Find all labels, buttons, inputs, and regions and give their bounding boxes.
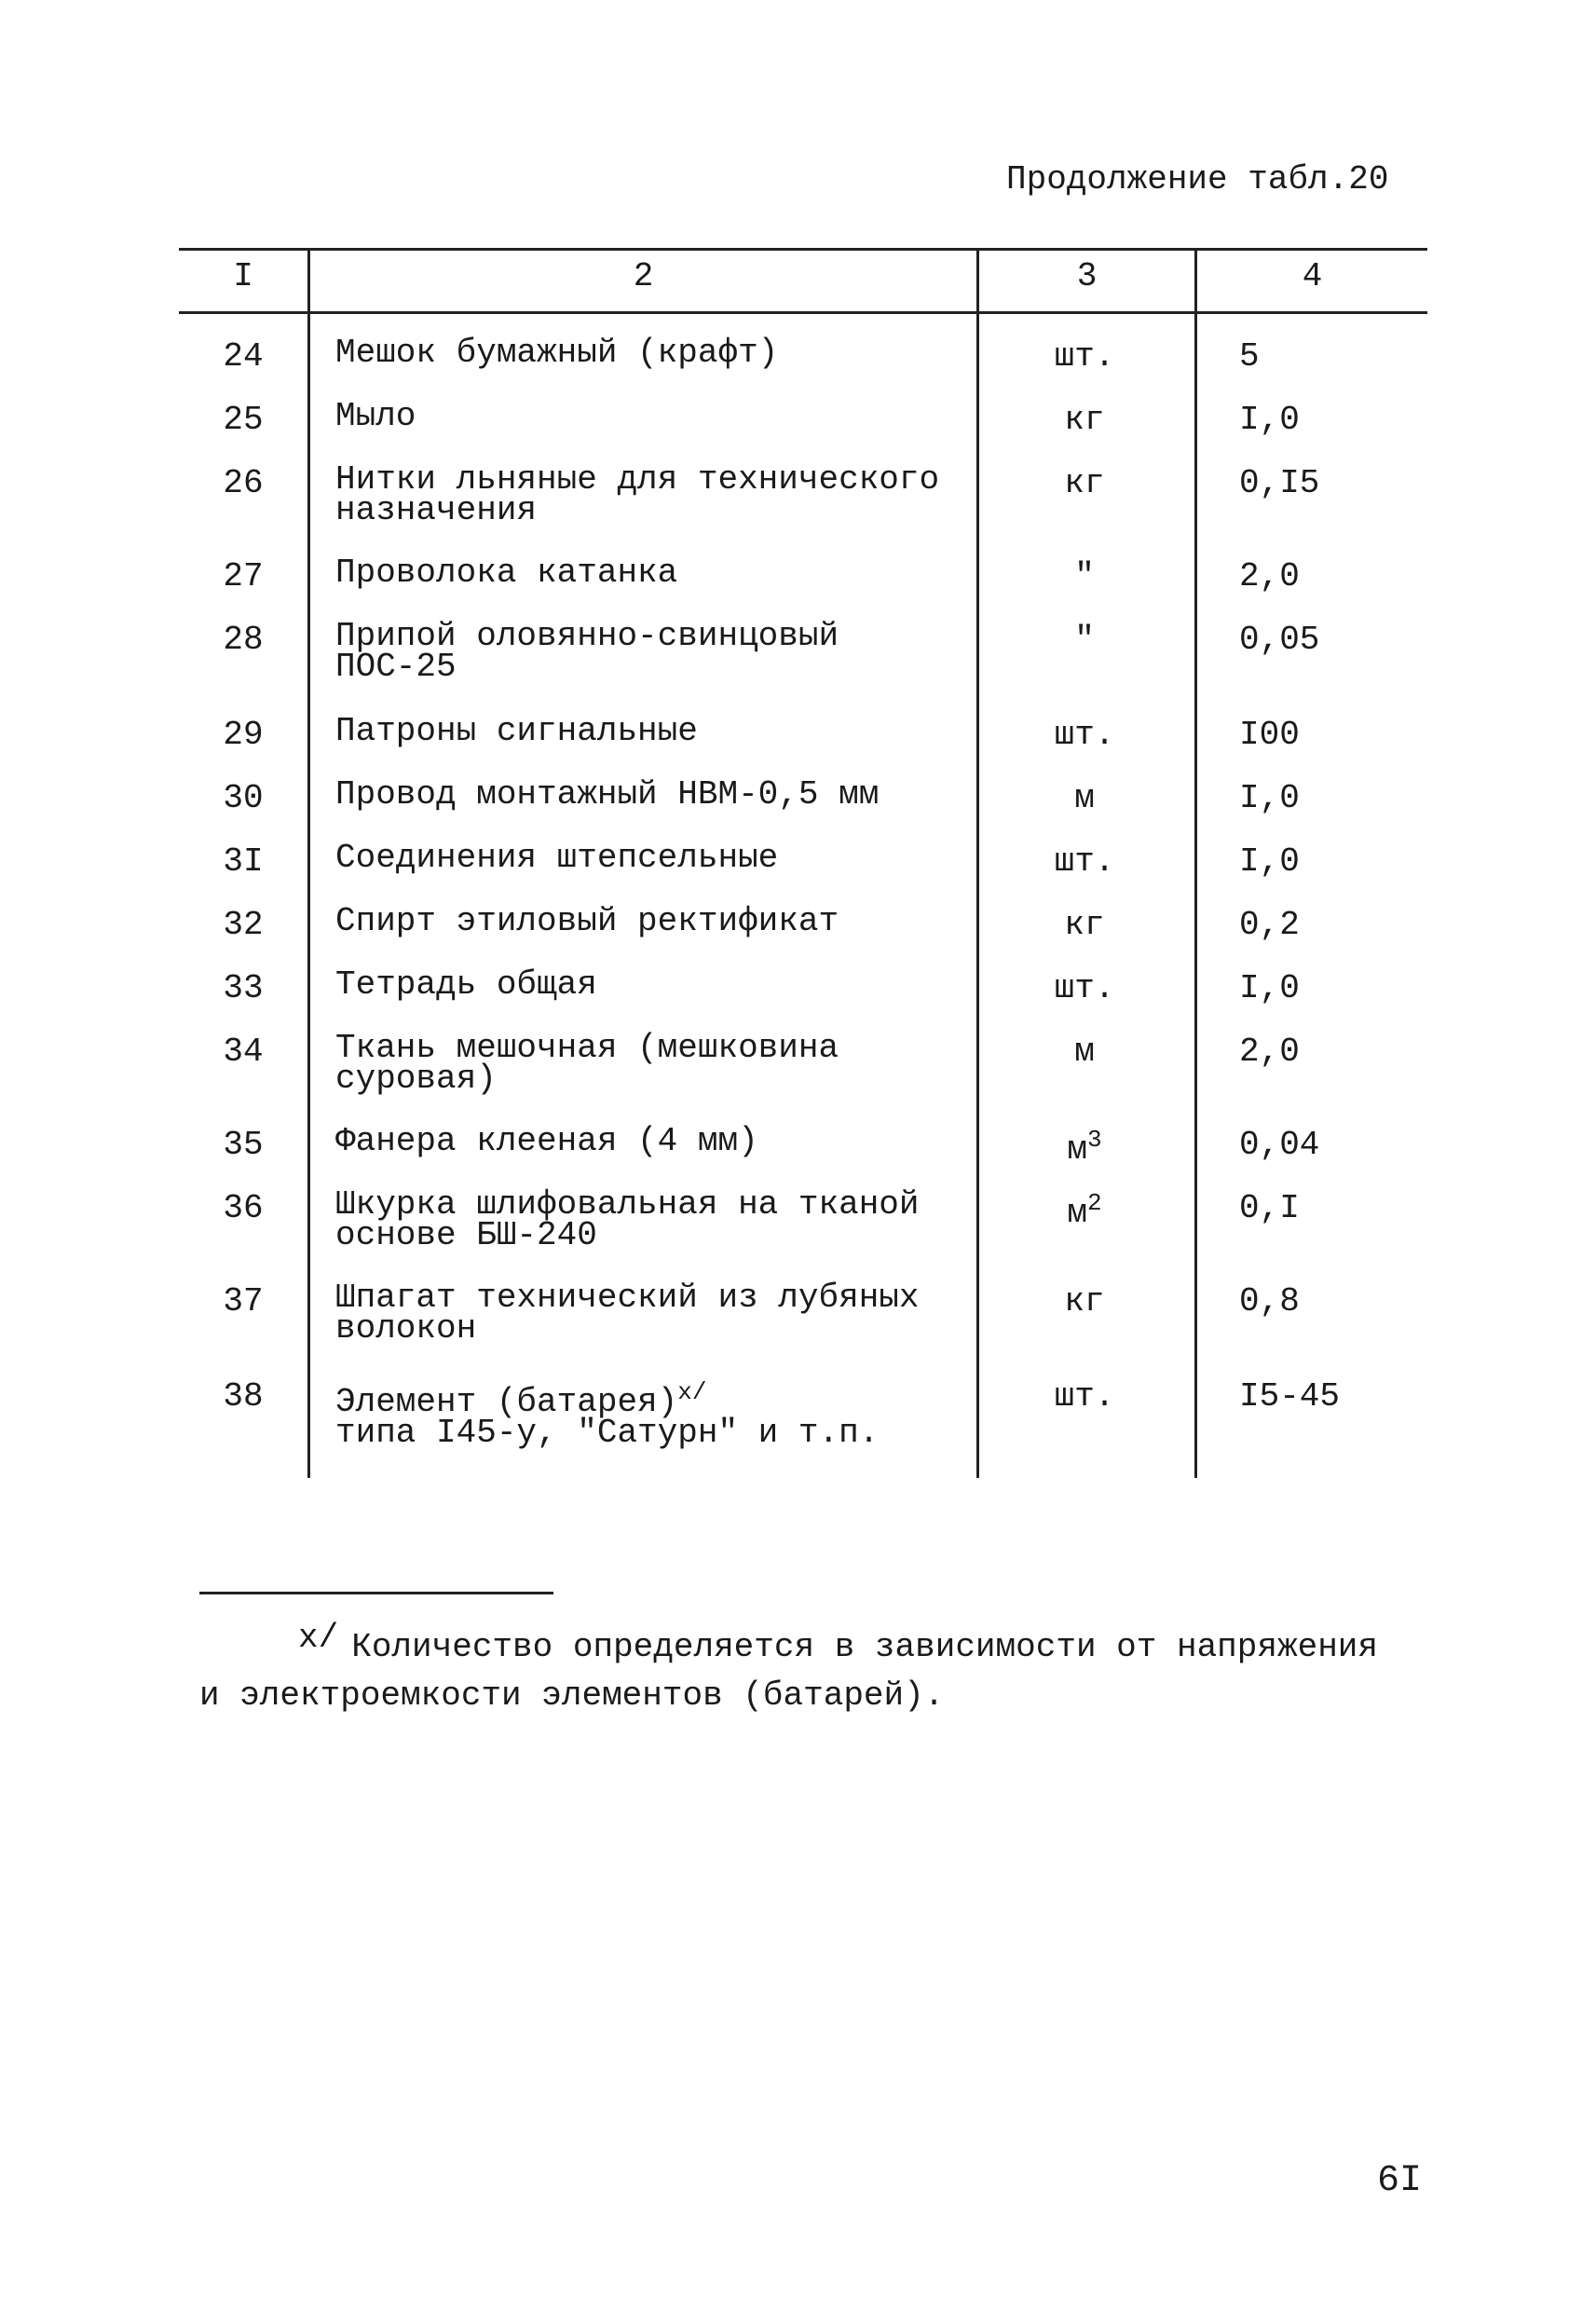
footnote [199, 1619, 1411, 1720]
unit [976, 1189, 1193, 1232]
header-col-3: 3 [1076, 257, 1098, 295]
unit-text: м [1067, 1130, 1087, 1169]
unit [976, 842, 1193, 881]
item-name-text: Соединения штепсельные [335, 839, 779, 877]
table-header-rule [179, 311, 1427, 314]
item-name-line-1 [335, 712, 969, 750]
quantity: 0,05 [1239, 621, 1320, 659]
item-name-line-2: суровая) [335, 1060, 497, 1098]
unit-text: " [1074, 557, 1095, 595]
item-name [335, 1377, 969, 1452]
unit-text: м [1067, 1194, 1087, 1232]
item-name [335, 1185, 969, 1254]
unit [976, 1126, 1193, 1169]
row-number: 25 [223, 401, 264, 439]
header-col-1: I [233, 257, 253, 295]
unit-text: шт. [1054, 969, 1115, 1007]
footnote-rule [199, 1592, 553, 1594]
item-name-text: Фанера клееная (4 мм) [335, 1122, 758, 1160]
unit-text: м [1074, 779, 1095, 817]
table-top-rule [179, 248, 1427, 251]
unit-text: шт. [1054, 716, 1115, 754]
item-name-text: Проволока катанка [335, 554, 678, 592]
quantity: I,0 [1239, 842, 1300, 881]
item-name-text: Шпагат технический из лубяных [335, 1279, 920, 1317]
item-name-text: Нитки льняные для технического [335, 460, 940, 499]
row-number: 27 [223, 557, 264, 595]
unit [976, 1033, 1193, 1071]
column-divider-3 [1194, 248, 1197, 1478]
header-col-2: 2 [633, 257, 654, 295]
item-name-line-2: типа I45-у, "Сатурн" и т.п. [335, 1414, 880, 1452]
unit [976, 716, 1193, 754]
header-col-4: 4 [1302, 257, 1323, 295]
item-name-line-1 [335, 1377, 969, 1421]
footnote-mark: x/ [298, 1619, 339, 1657]
quantity: 0,I5 [1239, 464, 1320, 502]
unit [976, 464, 1193, 502]
item-name-text: Мешок бумажный (крафт) [335, 334, 779, 372]
item-name-text: Провод монтажный НВМ-0,5 мм [335, 775, 880, 814]
unit-text: шт. [1054, 337, 1115, 376]
row-number: 28 [223, 621, 264, 659]
unit-text: кг [1064, 1282, 1105, 1320]
item-name-text: Патроны сигнальные [335, 712, 698, 750]
item-name-text: Мыло [335, 397, 416, 435]
unit [976, 969, 1193, 1007]
item-name-line-1 [335, 1122, 969, 1160]
row-number: 32 [223, 906, 264, 944]
footnote-text: Количество определяется в зависимости от напряжения и электроемкости элементов (батарей). [199, 1628, 1378, 1715]
quantity: 0,I [1239, 1189, 1300, 1227]
unit [976, 401, 1193, 439]
unit [976, 779, 1193, 817]
item-name-line-2: волокон [335, 1309, 477, 1348]
unit-exponent: 2 [1087, 1189, 1102, 1217]
row-number: 26 [223, 464, 264, 502]
row-number: 30 [223, 779, 264, 817]
quantity: 2,0 [1239, 557, 1300, 595]
item-name [335, 712, 969, 750]
item-name-line-1 [335, 397, 969, 435]
item-name-line-1 [335, 554, 969, 592]
item-name-text: Ткань мешочная (мешковина [335, 1029, 839, 1067]
unit-text: кг [1064, 906, 1105, 944]
unit-text: кг [1064, 464, 1105, 502]
quantity: I,0 [1239, 969, 1300, 1007]
item-name-line-1 [335, 839, 969, 877]
item-name [335, 1029, 969, 1098]
item-name-text: Припой оловянно-свинцовый [335, 617, 839, 655]
unit [976, 557, 1193, 595]
quantity: 0,04 [1239, 1126, 1320, 1164]
item-name [335, 554, 969, 592]
item-name [335, 775, 969, 814]
item-name [335, 839, 969, 877]
row-number: 35 [223, 1126, 264, 1164]
unit-text: " [1074, 621, 1095, 659]
unit [976, 337, 1193, 376]
page-number: 6I [1377, 2160, 1423, 2202]
item-name-line-1 [335, 902, 969, 940]
item-name [335, 1279, 969, 1348]
quantity: 0,8 [1239, 1282, 1300, 1320]
unit-text: кг [1064, 401, 1105, 439]
item-name [335, 334, 969, 372]
item-name-text: Шкурка шлифовальная на тканой [335, 1185, 920, 1224]
quantity: I,0 [1239, 779, 1300, 817]
item-name-text: Спирт этиловый ректификат [335, 902, 839, 940]
quantity: I5-45 [1239, 1377, 1341, 1416]
item-name [335, 965, 969, 1004]
unit-exponent: 3 [1087, 1126, 1102, 1154]
item-name [335, 460, 969, 529]
column-divider-1 [307, 248, 310, 1478]
item-name-line-1 [335, 334, 969, 372]
row-number: 24 [223, 337, 264, 376]
quantity: I,0 [1239, 401, 1300, 439]
item-name-line-1 [335, 775, 969, 814]
unit [976, 1282, 1193, 1320]
quantity: I00 [1239, 716, 1300, 754]
table-caption: Продолжение табл.20 [1006, 160, 1389, 198]
item-name-text: Тетрадь общая [335, 965, 597, 1004]
item-name [335, 617, 969, 686]
item-name-line-1 [335, 965, 969, 1004]
row-number: 36 [223, 1189, 264, 1227]
unit [976, 621, 1193, 659]
quantity: 5 [1239, 337, 1260, 376]
row-number: 37 [223, 1282, 264, 1320]
footnote-ref: x/ [677, 1378, 707, 1406]
row-number: 38 [223, 1377, 264, 1416]
row-number: 33 [223, 969, 264, 1007]
row-number: 34 [223, 1033, 264, 1071]
item-name [335, 902, 969, 940]
unit [976, 1377, 1193, 1416]
unit-text: шт. [1054, 842, 1115, 881]
row-number: 3I [223, 842, 264, 881]
item-name-line-2: ПОС-25 [335, 648, 457, 686]
item-name-line-2: назначения [335, 491, 538, 529]
quantity: 0,2 [1239, 906, 1300, 944]
item-name-line-2: основе БШ-240 [335, 1216, 597, 1254]
item-name-text: Элемент (батарея) [335, 1383, 678, 1421]
unit-text: м [1074, 1033, 1095, 1071]
quantity: 2,0 [1239, 1033, 1300, 1071]
item-name [335, 1122, 969, 1160]
item-name [335, 397, 969, 435]
unit-text: шт. [1054, 1377, 1115, 1416]
row-number: 29 [223, 716, 264, 754]
unit [976, 906, 1193, 944]
